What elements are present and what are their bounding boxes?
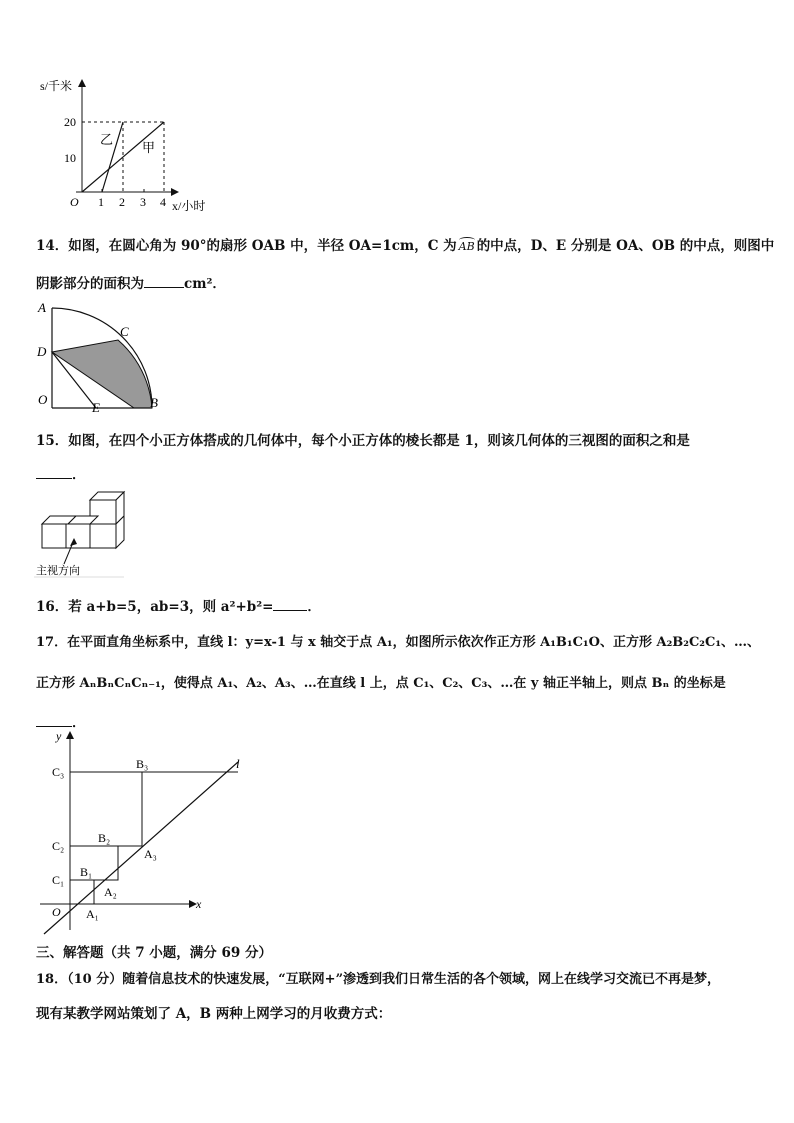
s-axis-label: s/千米: [40, 79, 73, 93]
squares-line-svg: [36, 728, 252, 938]
x-tick-4: 4: [160, 195, 166, 209]
q15-line1: [36, 429, 690, 449]
label-c3: C₃: [52, 765, 65, 779]
cubes-svg: [34, 486, 130, 580]
label-b2: B₂: [98, 831, 111, 845]
label-b: B: [150, 395, 158, 410]
label-b1: B₁: [80, 865, 93, 879]
label-c2: C₂: [52, 839, 65, 853]
cubes-figure: [34, 486, 130, 580]
origin-label: O: [70, 195, 79, 209]
label-o: O: [38, 392, 48, 407]
q17-text-1: 17．在平面直角坐标系中，直线 l：y=x-1 与 x 轴交于点 A₁，如图所示依次作正方形 A₁B₁C₁O、正方形 A₂B₂C₂C₁、…、: [36, 635, 761, 650]
label-y: y: [56, 729, 62, 743]
sector-svg: [34, 298, 164, 414]
x-axis-label: x/小时: [172, 199, 206, 213]
q17-line1: [36, 631, 760, 650]
label-l: l: [236, 756, 240, 771]
q18-text-1: 18．（10 分）随着信息技术的快速发展，“互联网+”渗透到我们日常生活的各个领域，网上在线学习交流已不再是梦，: [36, 972, 721, 987]
q17-text-2: 正方形 AₙBₙCₙCₙ₋₁，使得点 A₁、A₂、A₃、…在直线 l 上，点 C₁、C₂、C₃、…在 y 轴正半轴上，则点 Bₙ 的坐标是: [36, 676, 726, 691]
squares-line-figure: [36, 728, 252, 938]
q18-text-2: 现有某教学网站策划了 A，B 两种上网学习的月收费方式：: [36, 1006, 392, 1022]
section-3-title: 三、解答题（共 7 小题，满分 69 分）: [36, 945, 272, 961]
label-a1: A₁: [86, 907, 99, 921]
q15-text: 15．如图，在四个小正方体搭成的几何体中，每个小正方体的棱长都是 1，则该几何体的三视图的面积之和是: [36, 433, 690, 449]
shaded-region: [52, 340, 152, 408]
q16-answer-blank[interactable]: [273, 610, 307, 611]
label-e: E: [92, 400, 100, 414]
x-tick-1: 1: [98, 195, 104, 209]
label-a2: A₂: [104, 885, 117, 899]
line-jia: [82, 122, 164, 192]
label-a3: A₃: [144, 847, 157, 861]
q17-line3: ．: [36, 711, 86, 731]
label-c: C: [120, 324, 129, 339]
label-yi: 乙: [100, 132, 114, 147]
label-d: D: [37, 344, 47, 359]
distance-time-graph-svg: [36, 76, 236, 216]
q14-text-start: 14．如图，在圆心角为 90°的扇形 OAB 中，半径 OA=1cm，C 为: [36, 238, 457, 254]
q16-text: 16．若 a+b=5，ab=3，则 a²+b²=: [36, 599, 274, 615]
y-tick-10: 10: [64, 151, 76, 165]
q18-line1: [36, 968, 720, 987]
q14-line1: [36, 234, 774, 254]
q15-answer-blank[interactable]: [36, 478, 72, 479]
x-tick-2: 2: [119, 195, 125, 209]
distance-time-graph: [36, 76, 236, 216]
q17-answer-blank[interactable]: [36, 726, 72, 727]
q15-line2: ．: [36, 463, 86, 483]
q14-unit: cm²．: [184, 276, 226, 292]
q14-arc-ab: AB: [459, 240, 475, 253]
q14-answer-blank[interactable]: [144, 287, 184, 288]
label-o: O: [52, 905, 61, 919]
label-jia: 甲: [142, 140, 156, 155]
q18-line2: [36, 1002, 391, 1022]
q17-line2: [36, 672, 726, 691]
x-tick-3: 3: [140, 195, 146, 209]
q14-line2: [36, 272, 226, 292]
sector-figure: [34, 298, 164, 414]
label-x: x: [196, 897, 202, 911]
q14-text-end: 的中点，D、E 分别是 OA、OB 的中点，则图中: [476, 238, 775, 254]
label-a: A: [38, 300, 46, 315]
view-direction-caption: 主视方向: [36, 565, 80, 577]
line-l: [44, 762, 238, 934]
q16-line: 16．若 a+b=5，ab=3，则 a²+b²= ．: [36, 599, 321, 615]
label-b3: B₃: [136, 757, 149, 771]
label-c1: C₁: [52, 873, 65, 887]
q14-line2-text: 阴影部分的面积为: [36, 276, 144, 292]
y-tick-20: 20: [64, 115, 76, 129]
